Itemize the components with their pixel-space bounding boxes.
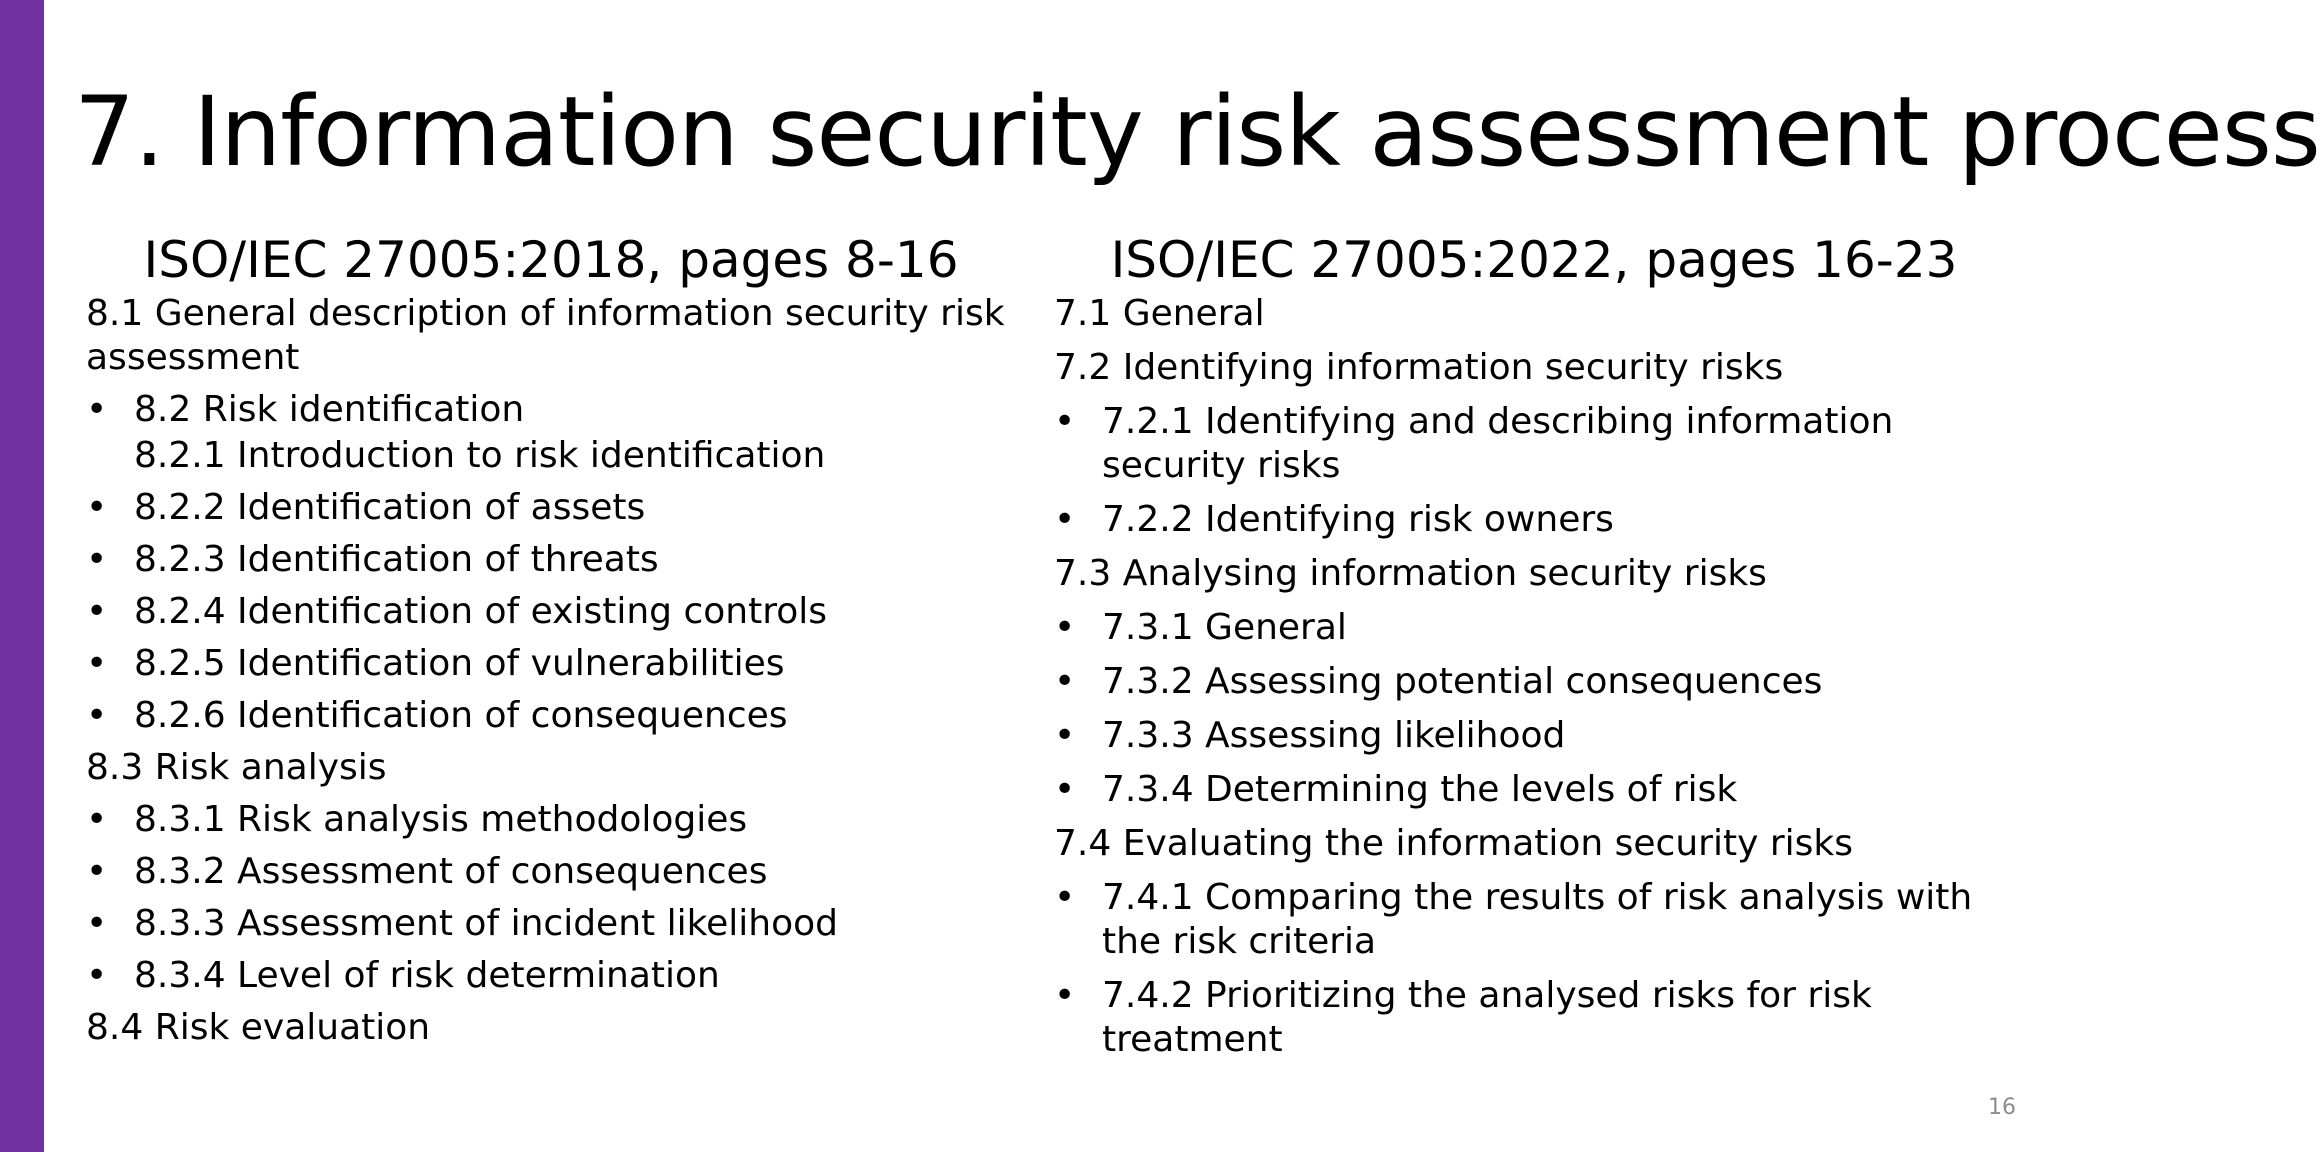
list-item-text: 8.3.2 Assessment of consequences (134, 851, 768, 892)
list-item-text: 7.3.4 Determining the levels of risk (1102, 769, 1738, 810)
list-item (1054, 400, 2014, 488)
list-item-text: 7.2.2 Identifying risk owners (1102, 499, 1614, 540)
list-item (86, 694, 1016, 738)
list-item-text: 7.3.2 Assessing potential consequences (1102, 661, 1823, 702)
list-item (1054, 606, 2014, 650)
bullet-icon: • (86, 955, 108, 996)
list-item (86, 642, 1016, 686)
list-item (86, 902, 1016, 946)
list-item (1054, 768, 2014, 812)
bullet-icon: • (86, 487, 108, 528)
left-column-heading: ISO/IEC 27005:2018, pages 8-16 (143, 231, 959, 289)
list-item-text: 7.2 Identifying information security risks (1054, 347, 1784, 388)
list-item-text: 8.4 Risk evaluation (86, 1007, 431, 1048)
list-item-text: 7.3.3 Assessing likelihood (1102, 715, 1566, 756)
list-item-text: 8.2.5 Identification of vulnerabilities (134, 643, 785, 684)
accent-bar (0, 0, 44, 1152)
bullet-icon: • (1054, 975, 1076, 1016)
list-item (1054, 552, 2014, 596)
bullet-icon: • (86, 389, 108, 430)
list-item (1054, 876, 2014, 964)
list-item (1054, 714, 2014, 758)
list-item-text: 8.2 Risk identification (134, 389, 525, 430)
list-item-text: 8.2.2 Identification of assets (134, 487, 646, 528)
list-item-text: 7.4.1 Comparing the results of risk analysis with the risk criteria (1102, 877, 1973, 962)
bullet-icon: • (1054, 607, 1076, 648)
bullet-icon: • (86, 591, 108, 632)
bullet-icon: • (1054, 715, 1076, 756)
list-item-text: 8.2.3 Identification of threats (134, 539, 659, 580)
list-item-text: 7.3.1 General (1102, 607, 1347, 648)
bullet-icon: • (86, 851, 108, 892)
bullet-icon: • (1054, 499, 1076, 540)
right-column-heading: ISO/IEC 27005:2022, pages 16-23 (1110, 231, 1958, 289)
list-item (1054, 498, 2014, 542)
list-item-text: 7.3 Analysing information security risks (1054, 553, 1767, 594)
list-item-text: 8.1 General description of information security risk assessment (86, 293, 1005, 378)
bullet-icon: • (1054, 769, 1076, 810)
right-item-list (1054, 292, 2014, 1062)
left-column (86, 228, 1016, 1058)
list-item (86, 954, 1016, 998)
list-item (86, 486, 1016, 530)
list-item-text: 8.3.4 Level of risk determination (134, 955, 720, 996)
list-item (1054, 822, 2014, 866)
list-item (86, 388, 1016, 432)
bullet-icon: • (86, 695, 108, 736)
list-item (86, 1006, 1016, 1050)
list-item (86, 746, 1016, 790)
list-item (86, 590, 1016, 634)
list-item-text: 7.1 General (1054, 293, 1265, 334)
page-number: 16 (1988, 1095, 2016, 1120)
list-item (86, 798, 1016, 842)
left-item-list (86, 292, 1016, 1050)
bullet-icon: • (86, 799, 108, 840)
list-item (1054, 974, 2014, 1062)
bullet-icon: • (1054, 877, 1076, 918)
list-item-text: 7.4 Evaluating the information security risks (1054, 823, 1853, 864)
slide-title: 7. Information security risk assessment process (74, 76, 2320, 188)
bullet-icon: • (1054, 401, 1076, 442)
bullet-icon: • (1054, 661, 1076, 702)
list-item-text: 7.4.2 Prioritizing the analysed risks for risk treatment (1102, 975, 1872, 1060)
list-item-text: 8.3.3 Assessment of incident likelihood (134, 903, 839, 944)
right-column (1054, 228, 2014, 1072)
bullet-icon: • (86, 539, 108, 580)
list-item (86, 292, 1016, 380)
list-item (86, 538, 1016, 582)
bullet-icon: • (86, 903, 108, 944)
list-item-text: 8.2.6 Identification of consequences (134, 695, 788, 736)
list-item-text: 7.2.1 Identifying and describing information security risks (1102, 401, 1894, 486)
list-item (86, 850, 1016, 894)
list-item (1054, 346, 2014, 390)
list-item-text: 8.3.1 Risk analysis methodologies (134, 799, 748, 840)
list-item-text: 8.2.1 Introduction to risk identification (134, 435, 826, 476)
list-item (86, 434, 1016, 478)
list-item-text: 8.3 Risk analysis (86, 747, 387, 788)
list-item-text: 8.2.4 Identification of existing controls (134, 591, 828, 632)
list-item (1054, 292, 2014, 336)
bullet-icon: • (86, 643, 108, 684)
list-item (1054, 660, 2014, 704)
